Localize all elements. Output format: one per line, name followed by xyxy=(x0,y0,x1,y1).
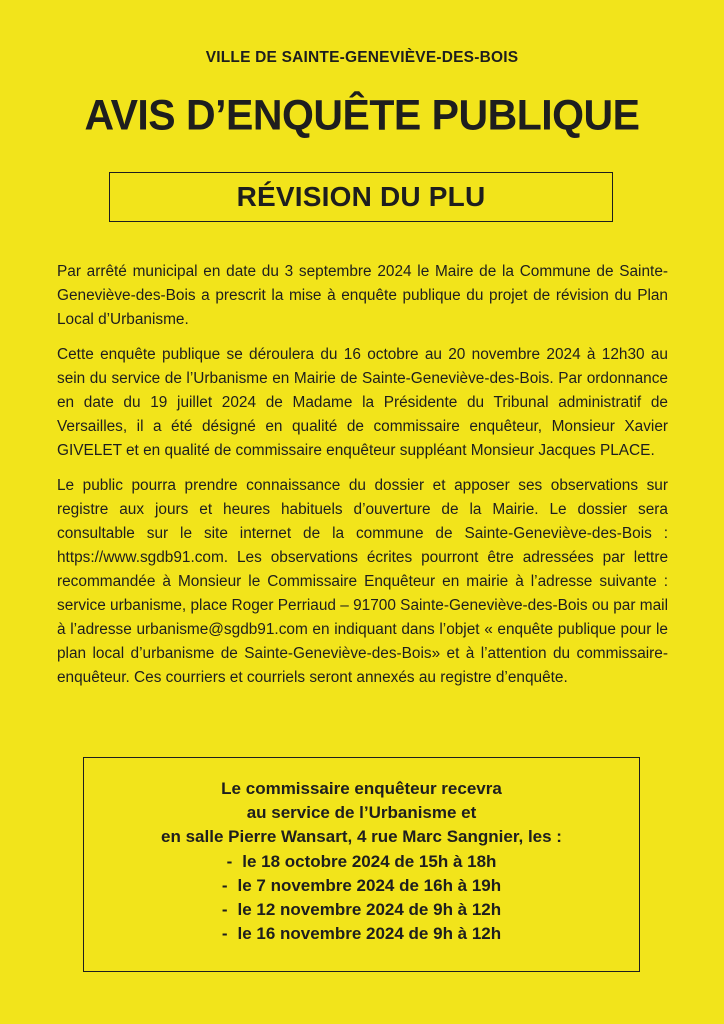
town-name: VILLE DE SAINTE-GENEVIÈVE-DES-BOIS xyxy=(205,49,519,66)
bullet-dash: - xyxy=(221,924,228,944)
notice-body xyxy=(57,260,668,701)
permanence-item xyxy=(84,898,639,922)
paragraph-consultation: Le public pourra prendre connaissance du dossier et apposer ses observations sur registre aux jours et heures habituels d’ouverture de la Mairie. Le dossier sera consultable sur le site internet de la commune de Sainte-Geneviève-des-Bois : https://www.sgdb91.com. Les observations écrites pourront être adressées par lettre recommandée à Monsieur le Commissaire Enquêteur en mairie à l’adresse suivante : service urbanisme, place Roger Perriaud – 91700 Sainte-Geneviève-des-Bois ou par mail à l’adresse urbanisme@sgdb91.com en indiquant dans l’objet « enquête publique pour le plan local d’urbanisme de Sainte-Geneviève-des-Bois» et à l’attention du commissaire-enquêteur. Ces courriers et courriels seront annexés au registre d’enquête. xyxy=(57,477,668,686)
permanences-list xyxy=(84,850,639,947)
permanence-item xyxy=(84,922,639,946)
permanences-intro-line: au service de l’Urbanisme et xyxy=(246,803,477,823)
permanence-date: le 7 novembre 2024 de 16h à 19h xyxy=(237,875,502,895)
bullet-dash: - xyxy=(226,851,233,871)
permanences-intro-line: en salle Pierre Wansart, 4 rue Marc Sangnier, les : xyxy=(161,827,562,847)
permanence-item xyxy=(84,874,639,898)
notice-subtitle: RÉVISION DU PLU xyxy=(236,181,486,212)
bullet-dash: - xyxy=(221,900,228,920)
subtitle-box xyxy=(109,172,613,222)
permanence-date: le 16 novembre 2024 de 9h à 12h xyxy=(237,924,502,944)
bullet-dash: - xyxy=(221,875,228,895)
permanences-intro-line: Le commissaire enquêteur recevra xyxy=(221,779,502,798)
permanence-date: le 18 octobre 2024 de 15h à 18h xyxy=(242,851,497,871)
paragraph-decree: Par arrêté municipal en date du 3 septembre 2024 le Maire de la Commune de Sainte-Geneviève-des-Bois a prescrit la mise à enquête publique du projet de révision du Plan Local d’Urbanisme. xyxy=(57,263,668,328)
notice-title: AVIS D’ENQUÊTE PUBLIQUE xyxy=(84,90,640,140)
permanence-date: le 12 novembre 2024 de 9h à 12h xyxy=(237,900,502,920)
paragraph-dates: Cette enquête publique se déroulera du 16 octobre au 20 novembre 2024 à 12h30 au sein du service de l’Urbanisme en Mairie de Sainte-Geneviève-des-Bois. Par ordonnance en date du 19 juillet 2024 de Madame la Présidente du Tribunal administratif de Versailles, il a été désigné en qualité de commissaire enquêteur, Monsieur Xavier GIVELET et en qualité de commissaire enquêteur suppléant Monsieur Jacques PLACE. xyxy=(57,346,668,459)
permanences-box xyxy=(83,757,640,972)
permanence-item xyxy=(84,850,639,874)
